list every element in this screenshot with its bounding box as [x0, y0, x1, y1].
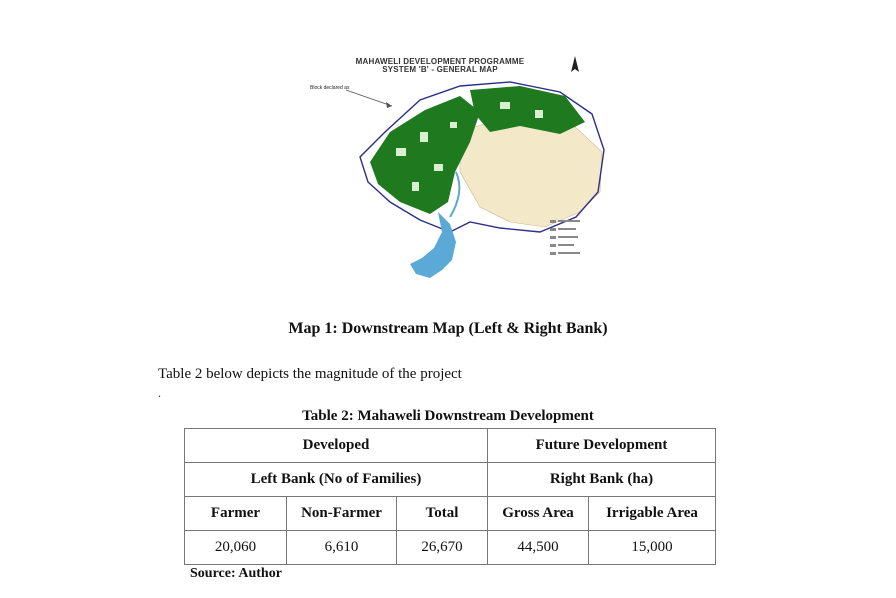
cell-non-farmer: 6,610	[287, 531, 397, 565]
body-paragraph: Table 2 below depicts the magnitude of the project	[158, 366, 462, 382]
cell-irrigable-area: 15,000	[589, 531, 716, 565]
header-right-bank: Right Bank (ha)	[488, 463, 716, 497]
cell-total: 26,670	[397, 531, 488, 565]
map-block-label: Block declared as	[310, 85, 350, 91]
system-b-map-image	[330, 52, 612, 288]
map-figure	[310, 52, 612, 288]
north-arrow-icon	[570, 56, 580, 78]
header-future-development: Future Development	[488, 429, 716, 463]
table-column-header-row	[185, 497, 716, 531]
col-header-non-farmer: Non-Farmer	[287, 497, 397, 531]
header-left-bank: Left Bank (No of Families)	[185, 463, 488, 497]
col-header-farmer: Farmer	[185, 497, 287, 531]
col-header-irrigable-area: Irrigable Area	[589, 497, 716, 531]
table-subheader-row	[185, 463, 716, 497]
cell-gross-area: 44,500	[488, 531, 589, 565]
table-row	[185, 531, 716, 565]
table-group-header-row	[185, 429, 716, 463]
development-table	[184, 428, 716, 565]
cell-farmer: 20,060	[185, 531, 287, 565]
table-title: Table 2: Mahaweli Downstream Development	[302, 408, 594, 424]
map-title-line2: SYSTEM 'B' - GENERAL MAP	[382, 65, 498, 74]
source-note: Source: Author	[190, 566, 282, 581]
map-caption: Map 1: Downstream Map (Left & Right Bank)	[288, 320, 608, 337]
header-developed: Developed	[185, 429, 488, 463]
col-header-total: Total	[397, 497, 488, 531]
map-title-line1: MAHAWELI DEVELOPMENT PROGRAMME	[355, 57, 525, 66]
stray-dot: .	[158, 386, 161, 400]
col-header-gross-area: Gross Area	[488, 497, 589, 531]
